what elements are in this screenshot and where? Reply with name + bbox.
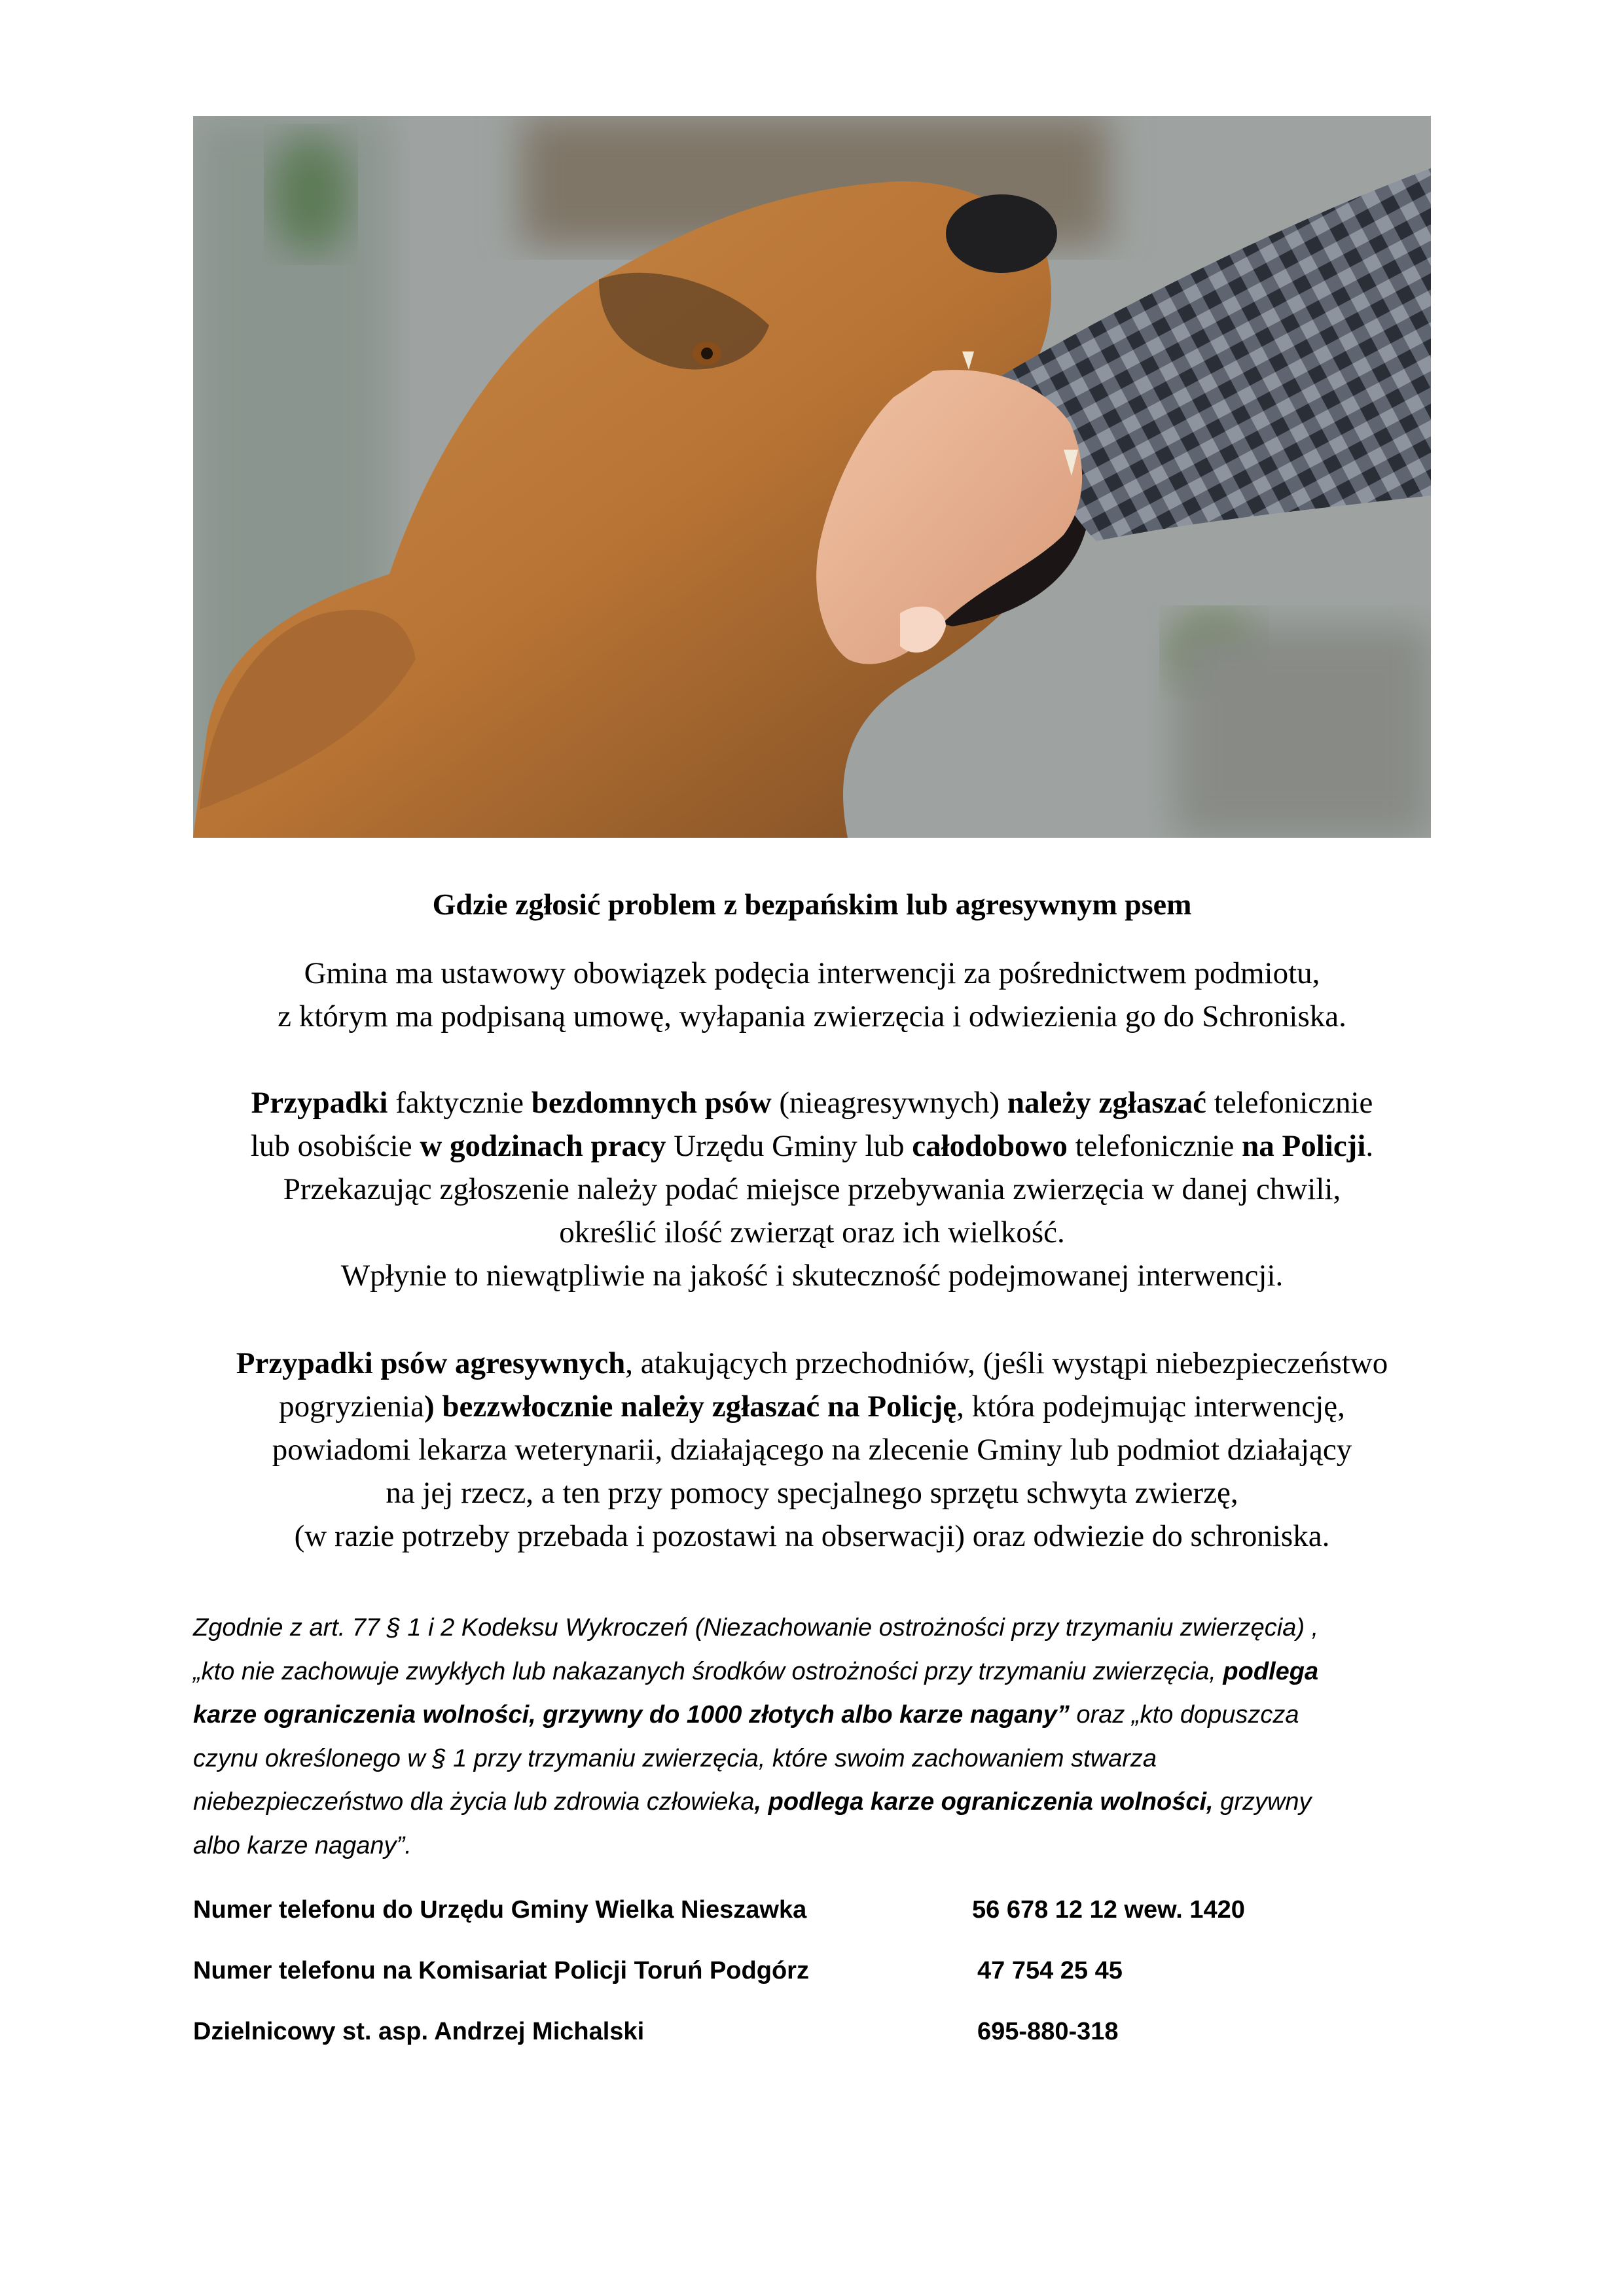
text-bold: należy zgłaszać	[1007, 1086, 1206, 1120]
contact-phone: 56 678 12 12 wew. 1420	[972, 1896, 1245, 1924]
law-line-2	[193, 1650, 1470, 1694]
law-line-4	[193, 1737, 1470, 1781]
dog-bite-photo	[193, 116, 1431, 838]
text: telefonicznie	[1206, 1086, 1373, 1120]
intro-paragraph	[170, 952, 1454, 1038]
text: pogryzienia	[279, 1390, 424, 1424]
stray-line-4: określić ilość zwierząt oraz ich wielkość.	[559, 1215, 1065, 1249]
aggressive-line-5: (w razie potrzeby przebada i pozostawi na obserwacji) oraz odwiezie do schroniska.	[294, 1519, 1330, 1553]
page-title: Gdzie zgłosić problem z bezpańskim lub agresywnym psem	[432, 888, 1192, 921]
text: telefonicznie	[1067, 1129, 1242, 1163]
text: Zgodnie z art. 77 § 1 i 2 Kodeksu Wykroczeń (Niezachowanie ostrożności przy trzymaniu zwierzęcia) ,	[193, 1614, 1319, 1641]
stray-dogs-paragraph	[170, 1081, 1454, 1297]
aggressive-line-1	[170, 1342, 1454, 1385]
contact-list	[193, 1890, 1437, 2073]
text-bold: na Policji	[1242, 1129, 1366, 1163]
text: lub osobiście	[250, 1129, 420, 1163]
law-line-5	[193, 1780, 1470, 1824]
aggressive-line-4: na jej rzecz, a ten przy pomocy specjalnego sprzętu schwyta zwierzę,	[386, 1476, 1238, 1510]
stray-line-1	[170, 1081, 1454, 1124]
contact-label: Numer telefonu na Komisariat Policji Toruń Podgórz	[193, 1957, 809, 1984]
text: grzywny	[1213, 1788, 1312, 1816]
contact-row-police	[193, 1951, 1437, 2012]
text-bold: bezdomnych psów	[531, 1086, 772, 1120]
aggressive-line-2	[170, 1385, 1454, 1428]
text-bold: całodobowo	[912, 1129, 1068, 1163]
stray-line-2	[170, 1124, 1454, 1168]
aggressive-line-3: powiadomi lekarza weterynarii, działającego na zlecenie Gminy lub podmiot działający	[272, 1433, 1352, 1467]
contact-label: Dzielnicowy st. asp. Andrzej Michalski	[193, 2018, 645, 2045]
law-line-3	[193, 1693, 1470, 1737]
text-bold: ) bezzwłocznie należy zgłaszać na Policję	[424, 1390, 957, 1424]
text: albo karze nagany”.	[193, 1831, 412, 1859]
intro-line: z którym ma podpisaną umowę, wyłapania zwierzęcia i odwiezienia go do Schroniska.	[278, 999, 1346, 1033]
text: Urzędu Gminy lub	[666, 1129, 912, 1163]
law-citation-paragraph	[193, 1606, 1470, 1867]
text: (nieagresywnych)	[771, 1086, 1007, 1120]
text: niebezpieczeństwo dla życia lub zdrowia człowieka	[193, 1788, 755, 1816]
text: , która podejmując interwencję,	[956, 1390, 1345, 1424]
text-bold: w godzinach pracy	[420, 1129, 666, 1163]
aggressive-dogs-paragraph	[170, 1342, 1454, 1558]
stray-line-5: Wpłynie to niewątpliwie na jakość i skuteczność podejmowanej interwencji.	[340, 1259, 1284, 1293]
text-bold: Przypadki psów agresywnych	[236, 1346, 626, 1380]
law-line-6	[193, 1824, 1470, 1868]
text: faktycznie	[388, 1086, 532, 1120]
intro-line: Gmina ma ustawowy obowiązek podęcia interwencji za pośrednictwem podmiotu,	[304, 956, 1320, 990]
contact-phone: 47 754 25 45	[977, 1957, 1123, 1984]
text-bold: karze ograniczenia wolności, grzywny do 1000 złotych albo karze nagany”	[193, 1701, 1070, 1729]
dog-bite-illustration	[193, 116, 1431, 838]
text: .	[1365, 1129, 1374, 1163]
contact-row-officer	[193, 2012, 1437, 2073]
text: oraz „kto dopuszcza	[1069, 1701, 1299, 1729]
text: , atakujących przechodniów, (jeśli wystąpi niebezpieczeństwo	[625, 1346, 1388, 1380]
stray-line-3: Przekazując zgłoszenie należy podać miejsce przebywania zwierzęcia w danej chwili,	[283, 1172, 1341, 1206]
text: czynu określonego w § 1 przy trzymaniu zwierzęcia, które swoim zachowaniem stwarza	[193, 1744, 1157, 1772]
text-bold: , podlega karze ograniczenia wolności,	[754, 1788, 1214, 1816]
text: „kto nie zachowuje zwykłych lub nakazanych środków ostrożności przy trzymaniu zwierzęcia,	[193, 1657, 1223, 1685]
contact-label: Numer telefonu do Urzędu Gminy Wielka Nieszawka	[193, 1896, 807, 1924]
text-bold: podlega	[1223, 1657, 1319, 1685]
law-line-1	[193, 1606, 1470, 1650]
text-bold: Przypadki	[251, 1086, 388, 1120]
contact-phone: 695-880-318	[977, 2018, 1119, 2045]
contact-row-gmina	[193, 1890, 1437, 1951]
